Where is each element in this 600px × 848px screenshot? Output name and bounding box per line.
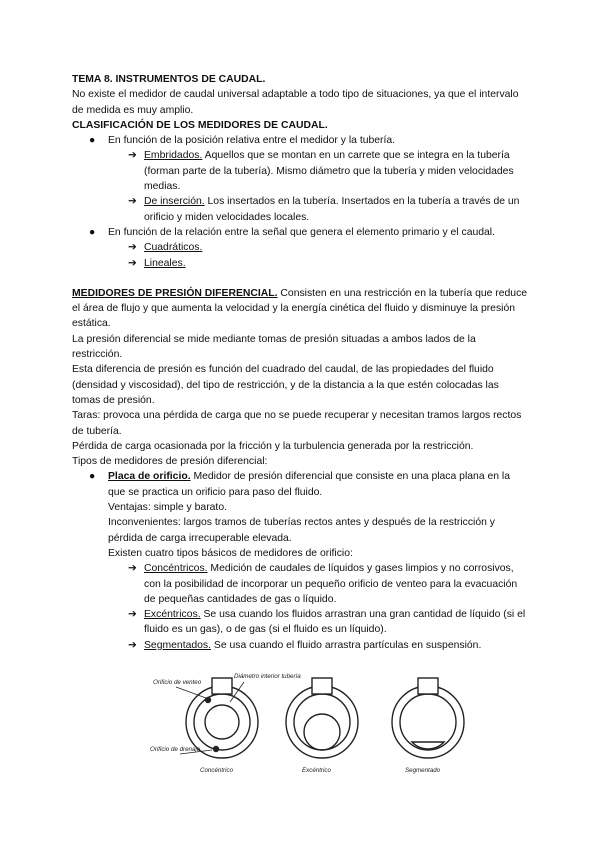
arrow-icon: ➔ [128, 257, 137, 269]
tipos-list [72, 469, 528, 500]
concentric-inner-ring [194, 694, 250, 750]
list-item [72, 133, 528, 148]
label-drenaje: Orificio de drenaje [150, 746, 201, 753]
segmental-outer-ring [392, 686, 464, 758]
embridados-text: Aquellos que se montan en un carrete que se integra en la tubería (forman parte de la tubería). Mismo diámetro que la tubería y miden velocidades medias. [144, 150, 514, 193]
intro-paragraph: No existe el medidor de caudal universal adaptable a todo tipo de situaciones, ya que el intervalo de medida es muy amplio. [72, 89, 519, 116]
spacer [72, 271, 528, 286]
vent-hole [206, 698, 211, 703]
document-page [72, 72, 528, 653]
presion-p2: Esta diferencia de presión es función del cuadrado del caudal, de las propiedades del fluido (densidad y viscosidad), del tipo de restricción, y de la distancia a la que estén colocadas las tomas de presión. [72, 364, 499, 406]
term-concentricos: Concéntricos. [144, 563, 208, 575]
list-item [72, 469, 528, 500]
term-segmentados: Segmentados. [144, 639, 212, 651]
inconvenientes: Inconvenientes: largos tramos de tuberías rectos antes y después de la restricción y pérdida de carga irrecuperable elevada. [108, 517, 495, 544]
presion-p5: Tipos de medidores de presión diferencial: [72, 456, 268, 468]
relacion-list [72, 225, 528, 240]
eccentric-inner-ring [294, 694, 350, 750]
arrow-icon: ➔ [128, 242, 137, 254]
presion-p1: La presión diferencial se mide mediante tomas de presión situadas a ambos lados de la restricción. [72, 333, 476, 361]
clasificacion-heading: CLASIFICACIÓN DE LOS MEDIDORES DE CAUDAL. [72, 119, 328, 131]
bullet-icon: ● [89, 226, 96, 238]
posicion-sublist [72, 148, 528, 224]
eccentric-orifice [304, 714, 340, 750]
clasificacion-list [72, 133, 528, 148]
label-diametro: Diámetro interior tubería [234, 673, 301, 680]
presion-p3: Taras: provoca una pérdida de carga que no se puede recuperar y necesitan tramos largos rectos de tubería. [72, 410, 522, 437]
arrow-icon: ➔ [128, 196, 137, 208]
term-embridados: Embridados. [144, 150, 203, 162]
term-cuadraticos: Cuadráticos. [144, 242, 203, 254]
caption-concentrico: Concéntrico [200, 767, 234, 774]
arrow-icon: ➔ [128, 639, 137, 651]
presion-heading: MEDIDORES DE PRESIÓN DIFERENCIAL. [72, 287, 278, 299]
bullet-text: En función de la relación entre la señal que genera el elemento primario y el caudal. [108, 226, 496, 238]
concentric-orifice [205, 705, 239, 739]
eccentric-tab [312, 678, 332, 694]
list-item [72, 561, 528, 607]
arrow-icon: ➔ [128, 150, 137, 162]
eccentric-outer-ring [286, 686, 358, 758]
bullet-text: En función de la posición relativa entre el medidor y la tubería. [108, 135, 396, 147]
page-title: TEMA 8. INSTRUMENTOS DE CAUDAL. [72, 74, 266, 85]
relacion-sublist [72, 240, 528, 271]
list-item [72, 225, 528, 240]
list-item [72, 148, 528, 194]
tipos-orificio: Existen cuatro tipos básicos de medidores de orificio: [108, 547, 353, 559]
list-item [72, 240, 528, 255]
placa-text: Medidor de presión diferencial que consiste en una placa plana en la que se practica un orificio para paso del fluido. [108, 471, 511, 498]
list-item [72, 256, 528, 271]
caption-excentrico: Excéntrico [302, 767, 331, 774]
presion-heading-text: Consisten en una restricción en la tubería que reduce el área de flujo y que aumenta la velocidad y la energía cinética del fluido y disminuye la presión estática. [72, 287, 528, 330]
term-excentricos: Excéntricos. [144, 609, 201, 621]
label-venteo: Orificio de venteo [153, 679, 202, 686]
bullet-icon: ● [89, 135, 96, 147]
segmentados-text: Se usa cuando el fluido arrastra partículas en suspensión. [211, 639, 482, 651]
list-item [72, 194, 528, 225]
ventajas: Ventajas: simple y barato. [108, 502, 227, 514]
orifice-plate-figure [150, 672, 490, 778]
orificio-sublist [72, 561, 528, 653]
caption-segmentado: Segmentado [405, 767, 441, 774]
concentric-tab [212, 678, 232, 694]
presion-p4: Pérdida de carga ocasionada por la fricción y la turbulencia generada por la restricción. [72, 440, 474, 452]
excentricos-text: Se usa cuando los fluidos arrastran una gran cantidad de líquido (si el fluido es un gas), o de gas (si el fluido es un líquido). [144, 609, 526, 636]
term-insercion: De inserción. [144, 196, 205, 208]
term-lineales: Lineales. [144, 257, 186, 269]
bullet-icon: ● [89, 471, 96, 483]
insercion-text: Los insertados en la tubería. Insertados en la tubería a través de un orificio y miden velocidades locales. [144, 196, 520, 223]
presion-paragraph [72, 286, 528, 332]
list-item [72, 638, 528, 653]
list-item [72, 607, 528, 638]
concentricos-text: Medición de caudales de líquidos y gases limpios y no corrosivos, con la posibilidad de incorporar un pequeño orificio de venteo para la evacuación de pequeñas cantidades de gas o líquido. [144, 563, 518, 605]
arrow-icon: ➔ [128, 563, 137, 575]
term-placa: Placa de orificio. [108, 471, 191, 483]
drain-hole [214, 747, 219, 752]
segmental-tab [418, 678, 438, 694]
arrow-icon: ➔ [128, 609, 137, 621]
